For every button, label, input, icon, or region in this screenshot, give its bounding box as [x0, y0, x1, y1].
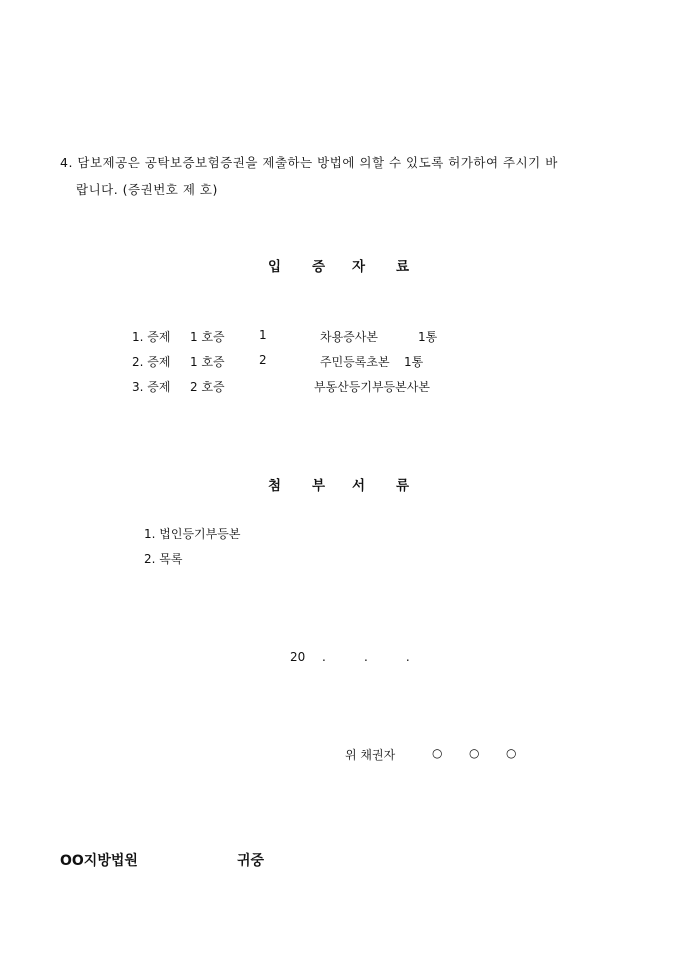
court-name: OO지방법원 — [60, 853, 138, 869]
paragraph-line-1: 4. 담보제공은 공탁보증보험증권을 제출하는 방법에 의할 수 있도록 허가하여 주시기 바 — [60, 155, 558, 170]
evidence-sub: 1 — [259, 328, 267, 342]
name-placeholder-mark: ○ — [432, 746, 443, 760]
evidence-number: 3. 증제 — [132, 380, 171, 394]
evidence-document: 차용증사본 — [320, 330, 378, 344]
paragraph-line-2: 랍니다. (증권번호 제 호) — [76, 182, 218, 197]
evidence-number: 2. 증제 — [132, 355, 171, 369]
evidence-mark: 2 호증 — [190, 380, 225, 394]
attachment-item: 1. 법인등기부등본 — [144, 527, 241, 541]
attachments-heading-char: 서 — [352, 478, 366, 494]
evidence-document: 부동산등기부등본사본 — [314, 380, 430, 394]
creditor-label: 위 채권자 — [345, 748, 396, 762]
evidence-heading-char: 료 — [396, 259, 410, 275]
evidence-count: 1통 — [404, 355, 424, 369]
attachment-item: 2. 목록 — [144, 552, 183, 566]
evidence-document: 주민등록초본 — [320, 355, 390, 369]
court-suffix: 귀중 — [237, 853, 265, 869]
date-separators: . . . — [322, 650, 410, 664]
attachments-heading-char: 류 — [396, 478, 410, 494]
evidence-sub: 2 — [259, 353, 267, 367]
evidence-count: 1통 — [418, 330, 438, 344]
evidence-heading-char: 입 — [268, 259, 282, 275]
name-placeholder-mark: ○ — [469, 746, 480, 760]
attachments-heading-char: 첨 — [268, 478, 282, 494]
name-placeholder-mark: ○ — [506, 746, 517, 760]
evidence-number: 1. 증제 — [132, 330, 171, 344]
evidence-heading-char: 증 — [312, 259, 326, 275]
attachments-heading-char: 부 — [312, 478, 326, 494]
date-year: 20 — [290, 650, 306, 664]
evidence-heading-char: 자 — [352, 259, 366, 275]
evidence-mark: 1 호증 — [190, 355, 225, 369]
evidence-mark: 1 호증 — [190, 330, 225, 344]
